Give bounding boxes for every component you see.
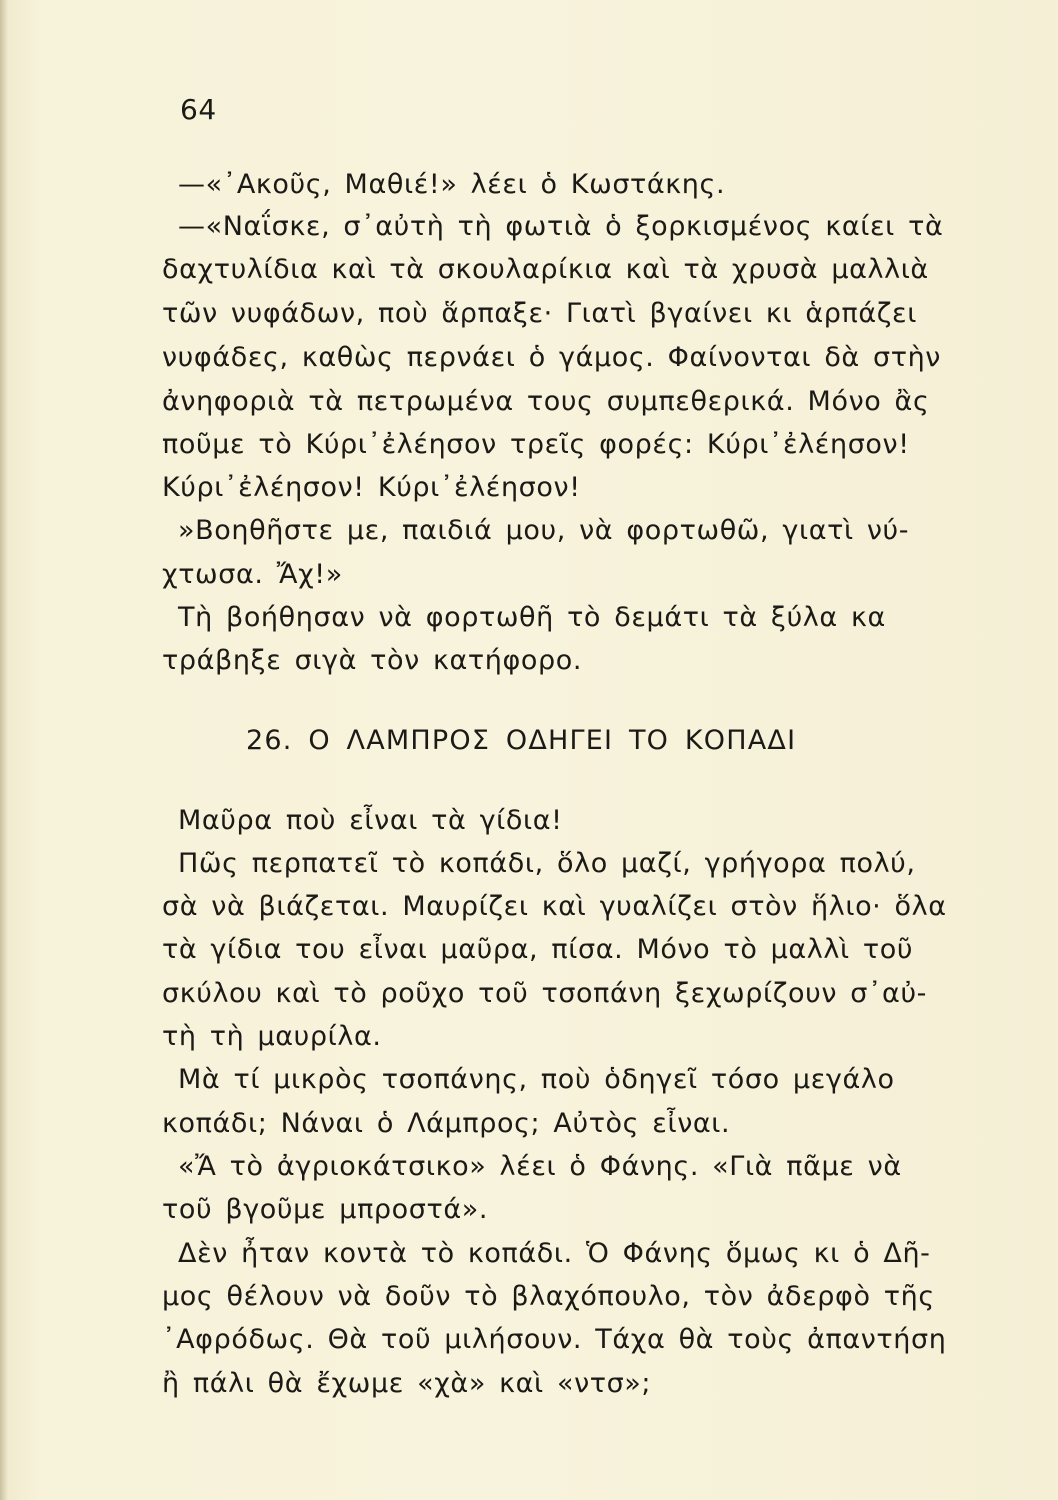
text-line: ᾿Αφρόδως. Θὰ τοῦ μιλήσουν. Τάχα θὰ τοὺς ἀπαντήση	[162, 1324, 947, 1355]
text-line: —«᾿Ακοῦς, Μαθιέ!» λέει ὁ Κωστάκης.	[178, 169, 726, 200]
text-line: «Ἄ τὸ ἀγριοκάτσικο» λέει ὁ Φάνης. «Γιὰ πᾶμε νὰ	[178, 1151, 902, 1182]
text-line: νυφάδες, καθὼς περνάει ὁ γάμος. Φαίνονται δὰ στὴν	[162, 342, 941, 373]
text-line: τράβηξε σιγὰ τὸν κατήφορο.	[162, 645, 583, 676]
text-line: τὴ τὴ μαυρίλα.	[162, 1021, 382, 1052]
text-line: ἀνηφοριὰ τὰ πετρωμένα τους συμπεθερικά. Μόνο ἂς	[162, 386, 930, 417]
text-line: σκύλου καὶ τὸ ροῦχο τοῦ τσοπάνη ξεχωρίζουν σ᾿αὐ-	[162, 978, 928, 1009]
text-line: Πῶς περπατεῖ τὸ κοπάδι, ὅλο μαζί, γρήγορα πολύ,	[178, 848, 916, 879]
text-line: τοῦ βγοῦμε μπροστά».	[162, 1194, 489, 1225]
text-line: δαχτυλίδια καὶ τὰ σκουλαρίκια καὶ τὰ χρυσὰ μαλλιὰ	[162, 254, 929, 285]
text-line: μος θέλουν νὰ δοῦν τὸ βλαχόπουλο, τὸν ἀδερφὸ τῆς	[162, 1281, 935, 1312]
text-line: κοπάδι; Νάναι ὁ Λάμπρος; Αὐτὸς εἶναι.	[162, 1108, 731, 1139]
text-line: »Βοηθῆστε με, παιδιά μου, νὰ φορτωθῶ, γιατὶ νύ-	[178, 515, 910, 546]
text-line: —«Ναΐσκε, σ᾿αὐτὴ τὴ φωτιὰ ὁ ξορκισμένος καίει τὰ	[178, 211, 944, 242]
text-line: Κύρι᾿ἐλέησον! Κύρι᾿ἐλέησον!	[162, 472, 581, 503]
text-line: τῶν νυφάδων, ποὺ ἅρπαξε· Γιατὶ βγαίνει κι ἁρπάζει	[162, 298, 917, 329]
page-number: 64	[180, 93, 217, 126]
section-heading: 26. Ο ΛΑΜΠΡΟΣ ΟΔΗΓΕΙ ΤΟ ΚΟΠΑΔΙ	[246, 725, 797, 756]
text-line: σὰ νὰ βιάζεται. Μαυρίζει καὶ γυαλίζει στὸν ἥλιο· ὅλα	[162, 891, 947, 922]
text-line: Δὲν ἦταν κοντὰ τὸ κοπάδι. Ὁ Φάνης ὅμως κι ὁ Δῆ-	[178, 1238, 931, 1269]
text-line: Τὴ βοήθησαν νὰ φορτωθῆ τὸ δεμάτι τὰ ξύλα κα	[178, 602, 886, 633]
text-line: τὰ γίδια του εἶναι μαῦρα, πίσα. Μόνο τὸ μαλλὶ τοῦ	[162, 934, 914, 965]
page-edge-shadow	[0, 0, 8, 1500]
text-line: χτωσα. Ἄχ!»	[162, 559, 343, 590]
text-line: Μαῦρα ποὺ εἶναι τὰ γίδια!	[178, 805, 563, 836]
text-line: ἢ πάλι θὰ ἔχωμε «χὰ» καὶ «ντσ»;	[162, 1368, 652, 1399]
text-line: ποῦμε τὸ Κύρι᾿ἐλέησον τρεῖς φορές: Κύρι᾿ἐλέησον!	[162, 429, 910, 460]
text-line: Μὰ τί μικρὸς τσοπάνης, ποὺ ὁδηγεῖ τόσο μεγάλο	[178, 1064, 895, 1095]
